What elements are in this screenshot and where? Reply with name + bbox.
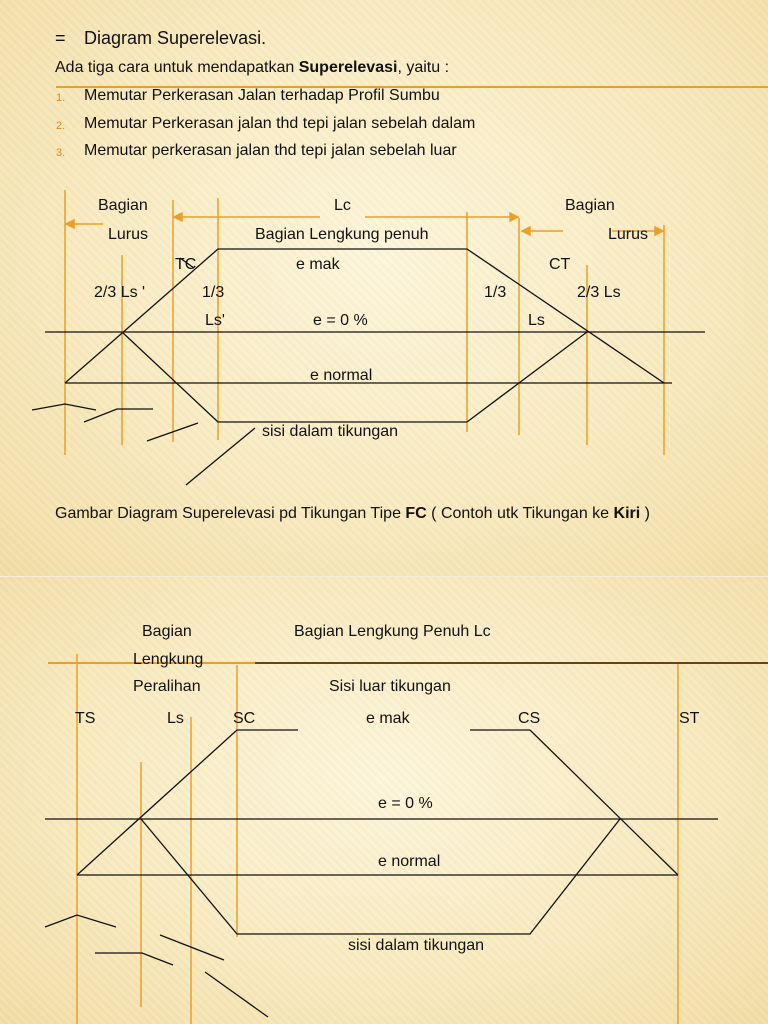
label-ls-right: Ls [528,312,545,329]
label-cs: CS [518,710,541,727]
label-two-thirds-ls-right: 2/3 Ls [577,284,621,301]
label-sisi-dalam: sisi dalam tikungan [348,937,485,954]
label-lurus-left: Lurus [108,226,149,243]
list-number: 1. [56,92,66,104]
label-sc: SC [233,710,256,727]
list-number: 2. [56,120,66,132]
intro-text: Ada tiga cara untuk mendapatkan Superelevasi, yaitu : [55,59,450,76]
label-tc: TC [175,256,197,273]
label-lurus-right: Lurus [608,226,649,243]
label-e-normal: e normal [378,853,441,870]
label-lengkung: Lengkung [133,651,204,668]
label-sisi-luar: Sisi luar tikungan [329,678,451,695]
label-ls-prime: Ls' [205,312,225,329]
label-e-zero: e = 0 % [378,795,433,812]
label-ts: TS [75,710,96,727]
list-item: Memutar Perkerasan jalan thd tepi jalan sebelah dalam [84,115,476,132]
label-ct: CT [549,256,571,273]
label-bagian-lengkung-penuh: Bagian Lengkung Penuh Lc [294,623,491,640]
outer-edge-right [530,730,678,875]
label-bagian-right: Bagian [565,197,615,214]
label-two-thirds-ls-left: 2/3 Ls ' [94,284,146,301]
label-e-zero: e = 0 % [313,312,368,329]
label-e-normal: e normal [310,367,373,384]
figure-caption: Gambar Diagram Superelevasi pd Tikungan Tipe FC ( Contoh utk Tikungan ke Kiri ) [55,505,650,522]
label-e-mak: e mak [296,256,340,273]
heading-bullet: = [55,28,66,48]
label-one-third-right: 1/3 [484,284,507,301]
label-sisi-dalam: sisi dalam tikungan [262,423,399,440]
label-bagian: Bagian [142,623,192,640]
caption-fc: FC [405,505,427,522]
label-ls: Ls [167,710,184,727]
slide-heading: Diagram Superelevasi. [84,28,267,48]
label-e-mak: e mak [366,710,410,727]
label-peralihan: Peralihan [133,678,201,695]
caption-kiri: Kiri [613,505,641,522]
list-number: 3. [56,147,66,159]
label-st: ST [679,710,700,727]
label-one-third-left: 1/3 [202,284,225,301]
outer-edge-left [77,730,298,875]
label-lc: Lc [334,197,351,214]
inner-edge-line [141,819,620,934]
label-bagian-left: Bagian [98,197,148,214]
list-item: Memutar Perkerasan Jalan terhadap Profil Sumbu [84,87,440,104]
slide-2 [0,577,768,1024]
list-item: Memutar perkerasan jalan thd tepi jalan sebelah luar [84,142,457,159]
intro-bold: Superelevasi [298,59,398,76]
label-bagian-lengkung-penuh: Bagian Lengkung penuh [255,226,429,243]
